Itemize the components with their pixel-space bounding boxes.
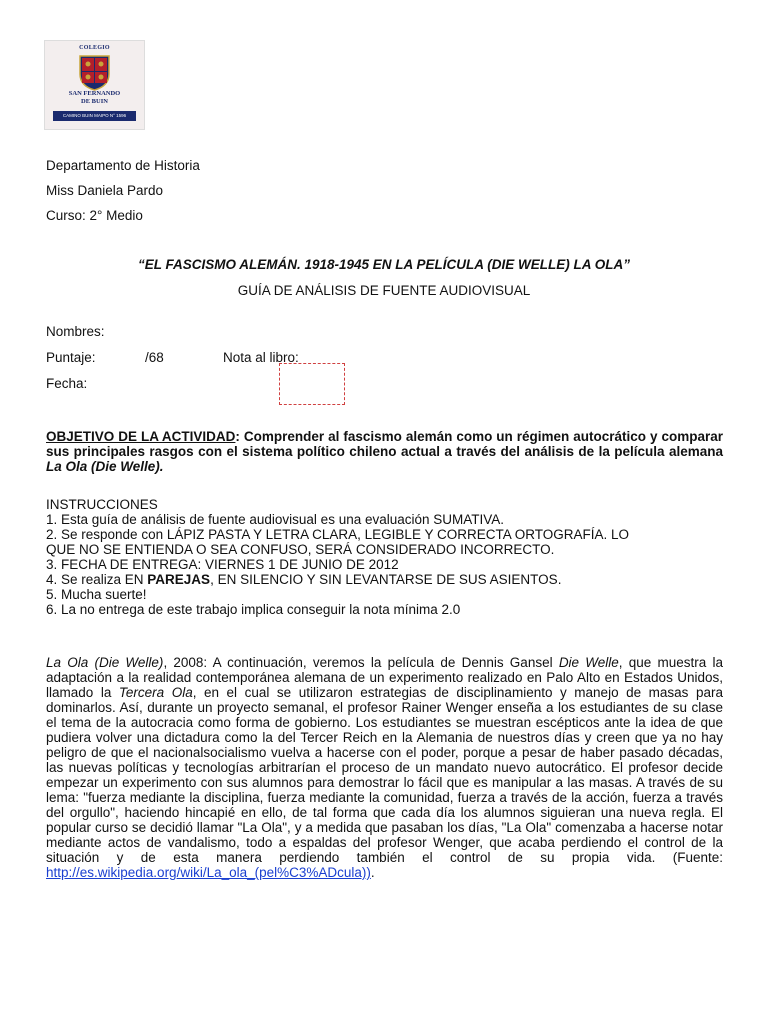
logo-name-line1: SAN FERNANDO xyxy=(68,90,121,97)
course-text: Curso: 2° Medio xyxy=(46,208,143,223)
instruction-item-6: 6. La no entrega de este trabajo implica conseguir la nota mínima 2.0 xyxy=(46,602,461,617)
body-part-2: , que muestra la adaptación a la realidad contemporánea alemana de un experimento realizado en Palo Alto en Estados Unidos, llamado la xyxy=(46,655,723,700)
objective-text: : Comprender al fascismo alemán como un régimen autocrático y comparar sus principales rasgos con el sistema político chileno actual a través del análisis de la película alemana xyxy=(46,429,723,459)
grade-box xyxy=(279,363,345,405)
document-title: “EL FASCISMO ALEMÁN. 1918-1945 EN LA PELÍCULA (DIE WELLE) LA OLA” xyxy=(137,257,631,272)
body-end: . xyxy=(370,865,375,880)
instruction-item-4-bold: PAREJAS xyxy=(147,572,211,587)
objective-film: La Ola (Die Welle). xyxy=(46,459,164,474)
instruction-item-4-pre: 4. Se realiza EN xyxy=(46,572,148,587)
instruction-item-3: 3. FECHA DE ENTREGA: VIERNES 1 DE JUNIO DE 2012 xyxy=(46,557,399,572)
instruction-item-5: 5. Mucha suerte! xyxy=(46,587,147,602)
director-film: Die Welle xyxy=(558,655,619,670)
film-description-paragraph xyxy=(46,655,723,880)
logo-address: CAMINO BUIN MAIPO N° 1596 xyxy=(53,111,136,121)
instructions-heading: INSTRUCCIONES xyxy=(46,497,158,512)
teacher-text: Miss Daniela Pardo xyxy=(46,183,164,198)
grade-field-label: Nota al libro: xyxy=(223,350,299,365)
instructions-block xyxy=(46,497,726,617)
tercera-ola: Tercera Ola xyxy=(118,685,193,700)
source-link[interactable]: http://es.wikipedia.org/wiki/La_ola_(pel%C3%ADcula)) xyxy=(46,865,371,880)
instruction-item-1: 1. Esta guía de análisis de fuente audiovisual es una evaluación SUMATIVA. xyxy=(46,512,505,527)
score-field-label: Puntaje: xyxy=(46,350,96,365)
date-field-label: Fecha: xyxy=(46,376,88,391)
logo-top-text: COLEGIO xyxy=(79,45,110,51)
document-subtitle: GUÍA DE ANÁLISIS DE FUENTE AUDIOVISUAL xyxy=(237,283,531,298)
score-total: /68 xyxy=(145,350,164,365)
body-part-1: , 2008: A continuación, veremos la película de Dennis Gansel xyxy=(163,655,559,670)
body-part-3: , en el cual se utilizaron estrategias de disciplinamiento y manejo de masas para dominarlos. Así, durante un proyecto semanal, el profesor Rainer Wenger enseña a los estudiantes de su clase el tema de la autocracia como forma de gobierno. Los estudiantes se muestran escépticos ante la idea de que pudiera volver una dictadura como la del Tercer Reich en la Alemania de nuestros días y creen que ya no hay peligro de que el nacionalsocialismo vuelva a hacerse con el poder, porque a pesar de haber pasado décadas, las nuevas políticas y tecnologías arbitrarían el proceso de un mandato nuevo autocrático. El profesor decide empezar un experimento con sus alumnos para demostrar lo fácil que es manipular a las masas. A través de su lema: "fuerza mediante la disciplina, fuerza mediante la comunidad, fuerza a través de la acción, fuerza a través del orgullo", haciendo hincapié en ello, de tal forma que cada día los alumnos siguieran una nueva regla. El popular curso se decidió llamar "La Ola", y a medida que pasaban los días, "La Ola" comenzaba a hacerse notar mediante actos de vandalismo, todo a espaldas del profesor Wenger, que acaba perdiendo el control de la situación y de esta manera perdiendo también el control de su propia vida. (Fuente: xyxy=(46,685,723,865)
shield-icon xyxy=(78,54,111,91)
film-title: La Ola (Die Welle) xyxy=(46,655,164,670)
names-field-label: Nombres: xyxy=(46,324,105,339)
instruction-item-2b: QUE NO SE ENTIENDA O SEA CONFUSO, SERÁ CONSIDERADO INCORRECTO. xyxy=(46,542,555,557)
school-logo xyxy=(44,40,145,130)
objective-paragraph xyxy=(46,429,723,474)
logo-name-line2: DE BUIN xyxy=(81,98,108,105)
instruction-item-4 xyxy=(46,572,726,587)
department-text: Departamento de Historia xyxy=(46,158,200,173)
instruction-item-2a: 2. Se responde con LÁPIZ PASTA Y LETRA CLARA, LEGIBLE Y CORRECTA ORTOGRAFÍA. LO xyxy=(46,527,629,542)
instruction-item-4-post: , EN SILENCIO Y SIN LEVANTARSE DE SUS ASIENTOS. xyxy=(210,572,562,587)
objective-label: OBJETIVO DE LA ACTIVIDAD xyxy=(46,429,236,444)
